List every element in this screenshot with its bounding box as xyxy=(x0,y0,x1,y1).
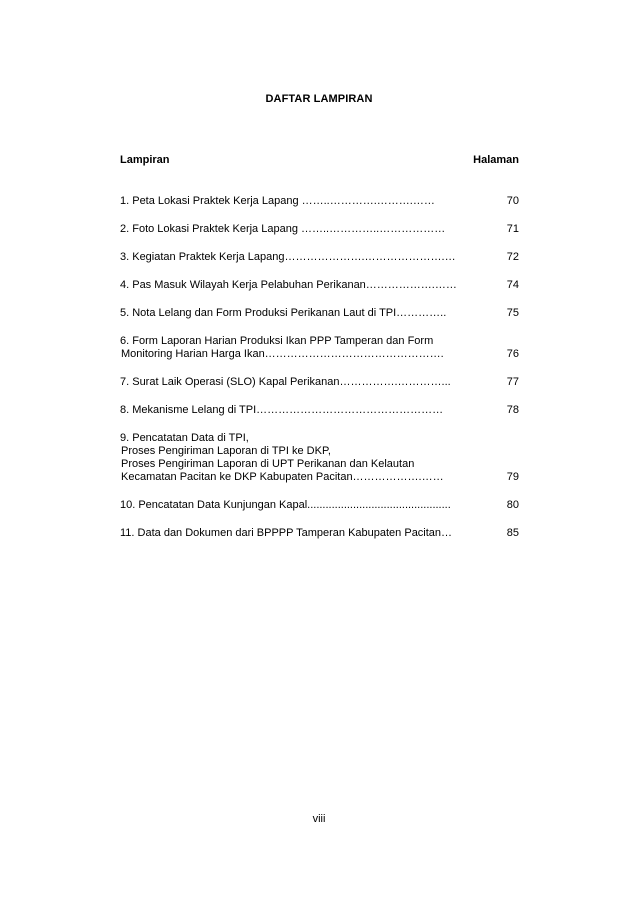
appendix-entry-5 xyxy=(120,307,519,320)
entry-page-number: 75 xyxy=(506,307,519,319)
appendix-entry-8 xyxy=(120,404,519,417)
entry-page-number: 85 xyxy=(506,527,519,539)
appendix-entry-11 xyxy=(120,527,519,540)
entry-text-continued: Proses Pengiriman Laporan di UPT Perikanan dan Kelautan xyxy=(121,458,415,470)
appendix-list xyxy=(120,195,519,540)
entry-text: 6. Form Laporan Harian Produksi Ikan PPP Tamperan dan Form xyxy=(120,335,434,347)
entry-text-continued: Kecamatan Pacitan ke DKP Kabupaten Pacitan……………….…… xyxy=(121,471,444,483)
entry-page-number: 71 xyxy=(506,223,519,235)
entry-page-number: 76 xyxy=(506,348,519,360)
entry-text-continued: Monitoring Harian Harga Ikan…………………………………………. xyxy=(121,348,444,360)
entry-page-number: 77 xyxy=(506,376,519,388)
header-halaman: Halaman xyxy=(473,154,519,166)
appendix-entry-7 xyxy=(120,376,519,389)
entry-page-number: 70 xyxy=(506,195,519,207)
entry-page-number: 74 xyxy=(506,279,519,291)
entry-text-continued: Proses Pengiriman Laporan di TPI ke DKP, xyxy=(121,445,331,457)
entry-page-number: 78 xyxy=(506,404,519,416)
appendix-entry-4 xyxy=(120,279,519,292)
entry-text: 4. Pas Masuk Wilayah Kerja Pelabuhan Perikanan……………….…… xyxy=(120,279,457,291)
entry-text: 11. Data dan Dokumen dari BPPPP Tamperan Kabupaten Pacitan… xyxy=(120,527,453,539)
entry-text: 8. Mekanisme Lelang di TPI…………………………………………… xyxy=(120,404,444,416)
header-lampiran: Lampiran xyxy=(120,154,170,166)
entry-text: 2. Foto Lokasi Praktek Kerja Lapang ……..…………..……………… xyxy=(120,223,446,235)
appendix-entry-2 xyxy=(120,223,519,236)
page-number-footer: viii xyxy=(312,813,326,825)
entry-text: 7. Surat Laik Operasi (SLO) Kapal Perikanan…………….…………... xyxy=(120,376,451,388)
entry-page-number: 72 xyxy=(506,251,519,263)
entry-text: 3. Kegiatan Praktek Kerja Lapang………………….………………….… xyxy=(120,251,456,263)
appendix-entry-9 xyxy=(120,432,519,484)
appendix-entry-6 xyxy=(120,335,519,361)
entry-page-number: 80 xyxy=(506,499,519,511)
appendix-entry-1 xyxy=(120,195,519,208)
entry-text: 10. Pencatatan Data Kunjungan Kapal............................................... xyxy=(120,499,451,511)
entry-text: 1. Peta Lokasi Praktek Kerja Lapang ……..………….……….…… xyxy=(120,195,435,207)
entry-text: 9. Pencatatan Data di TPI, xyxy=(120,432,249,444)
appendix-entry-10 xyxy=(120,499,519,512)
entry-page-number: 79 xyxy=(506,471,519,483)
appendix-entry-3 xyxy=(120,251,519,264)
page-title: DAFTAR LAMPIRAN xyxy=(265,93,373,105)
entry-text: 5. Nota Lelang dan Form Produksi Perikanan Laut di TPI………….. xyxy=(120,307,447,319)
